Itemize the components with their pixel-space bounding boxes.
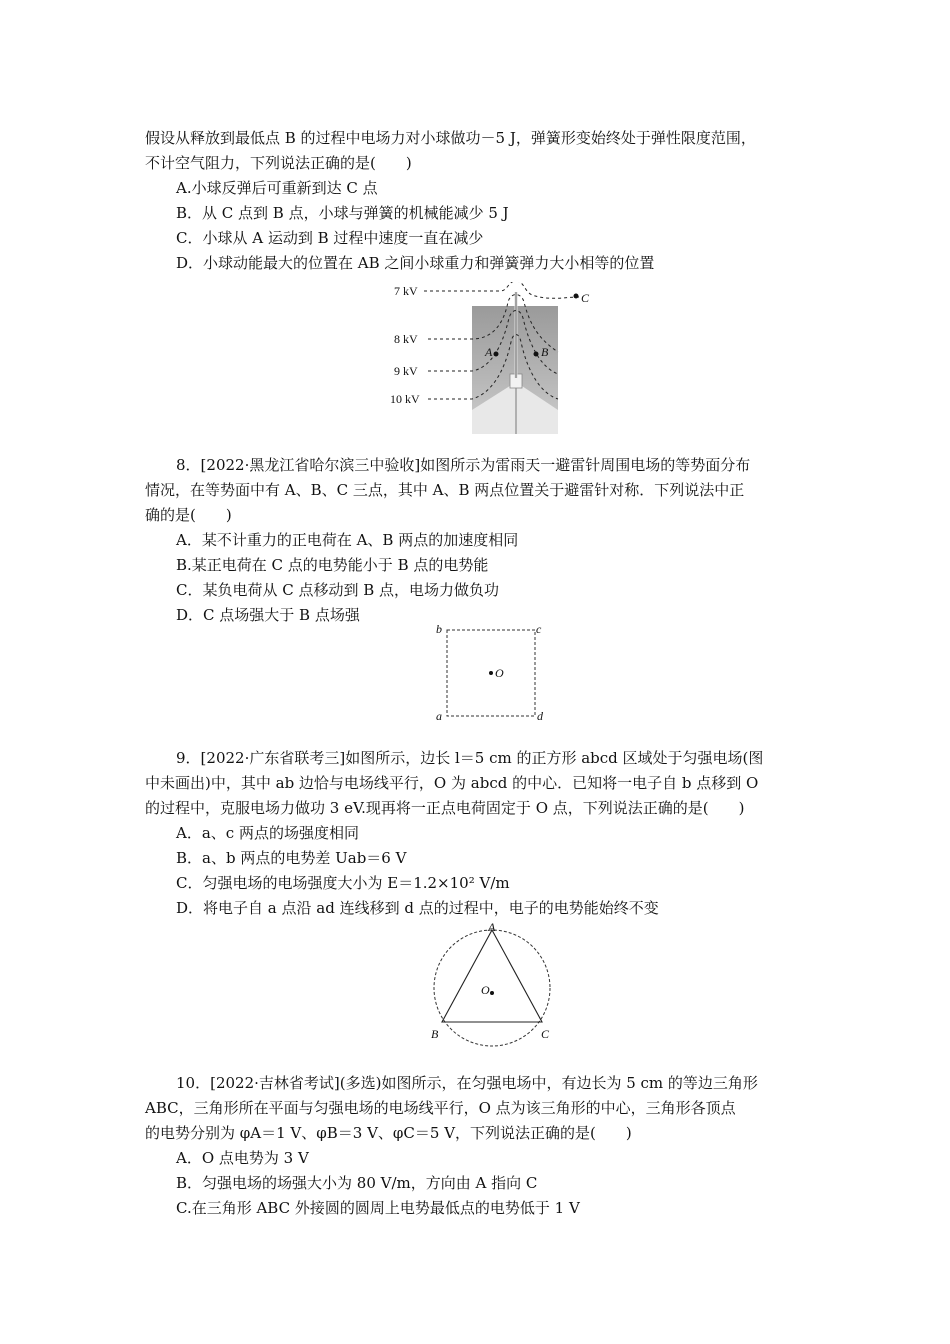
label-7kv: 7 kV bbox=[394, 284, 418, 298]
triangle-circle-figure bbox=[425, 920, 565, 1055]
point-c-dot bbox=[574, 294, 579, 299]
vertex-c-label: c bbox=[536, 622, 542, 636]
center-o-dot bbox=[489, 671, 493, 675]
vertex-b-label: b bbox=[436, 622, 442, 636]
label-8kv: 8 kV bbox=[394, 332, 418, 346]
q10-option-c: C.在三角形 ABC 外接圆的圆周上电势最低点的电势低于 1 V bbox=[176, 1199, 580, 1217]
q10-stem-line1: 10．[2022·吉林省考试](多选)如图所示，在匀强电场中，有边长为 5 cm 的等边三角形 bbox=[176, 1074, 758, 1092]
q8-option-a: A．某不计重力的正电荷在 A、B 两点的加速度相同 bbox=[176, 531, 519, 549]
q7-option-c: C．小球从 A 运动到 B 过程中速度一直在减少 bbox=[176, 229, 484, 247]
q8-option-d: D．C 点场强大于 B 点场强 bbox=[176, 606, 360, 624]
q7-stem-line2: 不计空气阻力，下列说法正确的是( ) bbox=[145, 154, 412, 172]
q7-option-a: A.小球反弹后可重新到达 C 点 bbox=[176, 179, 378, 197]
lightning-rod-figure bbox=[390, 282, 600, 438]
q8-stem-line3: 确的是( ) bbox=[145, 506, 232, 524]
q9-option-d: D．将电子自 a 点沿 ad 连线移到 d 点的过程中，电子的电势能始终不变 bbox=[176, 899, 659, 917]
q10-stem-line2: ABC，三角形所在平面与匀强电场的电场线平行，O 点为该三角形的中心，三角形各顶点 bbox=[145, 1099, 736, 1117]
point-b-label: B bbox=[541, 345, 549, 359]
q8-stem-line2: 情况，在等势面中有 A、B、C 三点，其中 A、B 两点位置关于避雷针对称．下列说法中正 bbox=[145, 481, 745, 499]
point-b-dot bbox=[534, 352, 539, 357]
q8-option-b: B.某正电荷在 C 点的电势能小于 B 点的电势能 bbox=[176, 556, 489, 574]
q9-option-a: A．a、c 两点的场强度相同 bbox=[176, 824, 359, 842]
vertex-a-label: A bbox=[488, 920, 496, 934]
circumcircle bbox=[434, 930, 550, 1046]
q9-option-c: C．匀强电场的电场强度大小为 E＝1.2×10² V/m bbox=[176, 874, 510, 892]
point-c-label: C bbox=[581, 291, 590, 305]
point-a-dot bbox=[494, 352, 499, 357]
q7-option-b: B．从 C 点到 B 点，小球与弹簧的机械能减少 5 J bbox=[176, 204, 509, 222]
square-figure bbox=[430, 620, 550, 726]
q9-stem-line1: 9．[2022·广东省联考三]如图所示，边长 l＝5 cm 的正方形 abcd 区域处于匀强电场(图 bbox=[176, 749, 764, 767]
q7-option-d: D．小球动能最大的位置在 AB 之间小球重力和弹簧弹力大小相等的位置 bbox=[176, 254, 655, 272]
vertex-b-label: B bbox=[431, 1027, 439, 1041]
label-10kv: 10 kV bbox=[390, 392, 420, 406]
q8-option-c: C．某负电荷从 C 点移动到 B 点，电场力做负功 bbox=[176, 581, 500, 599]
center-o-label: O bbox=[481, 983, 490, 997]
label-9kv: 9 kV bbox=[394, 364, 418, 378]
q9-stem-line3: 的过程中，克服电场力做功 3 eV.现再将一正点电荷固定于 O 点，下列说法正确的是( ) bbox=[145, 799, 745, 817]
q10-stem-line3: 的电势分别为 φA＝1 V、φB＝3 V、φC＝5 V，下列说法正确的是( ) bbox=[145, 1124, 632, 1142]
point-a-label: A bbox=[485, 345, 493, 359]
vertex-c-label: C bbox=[541, 1027, 550, 1041]
vertex-d-label: d bbox=[537, 709, 543, 723]
triangle-abc bbox=[442, 930, 542, 1022]
q7-stem-line1: 假设从释放到最低点 B 的过程中电场力对小球做功－5 J，弹簧形变始终处于弹性限度范围， bbox=[145, 129, 756, 147]
vertex-a-label: a bbox=[436, 709, 442, 723]
center-o-label: O bbox=[495, 666, 504, 680]
q10-option-a: A．O 点电势为 3 V bbox=[176, 1149, 309, 1167]
q9-option-b: B．a、b 两点的电势差 Uab＝6 V bbox=[176, 849, 407, 867]
q8-stem-line1: 8．[2022·黑龙江省哈尔滨三中验收]如图所示为雷雨天一避雷针周围电场的等势面分布 bbox=[176, 456, 751, 474]
q9-stem-line2: 中未画出)中，其中 ab 边恰与电场线平行，O 为 abcd 的中心．已知将一电子自 b 点移到 O bbox=[145, 774, 759, 792]
center-o-dot bbox=[490, 991, 494, 995]
q10-option-b: B．匀强电场的场强大小为 80 V/m，方向由 A 指向 C bbox=[176, 1174, 538, 1192]
